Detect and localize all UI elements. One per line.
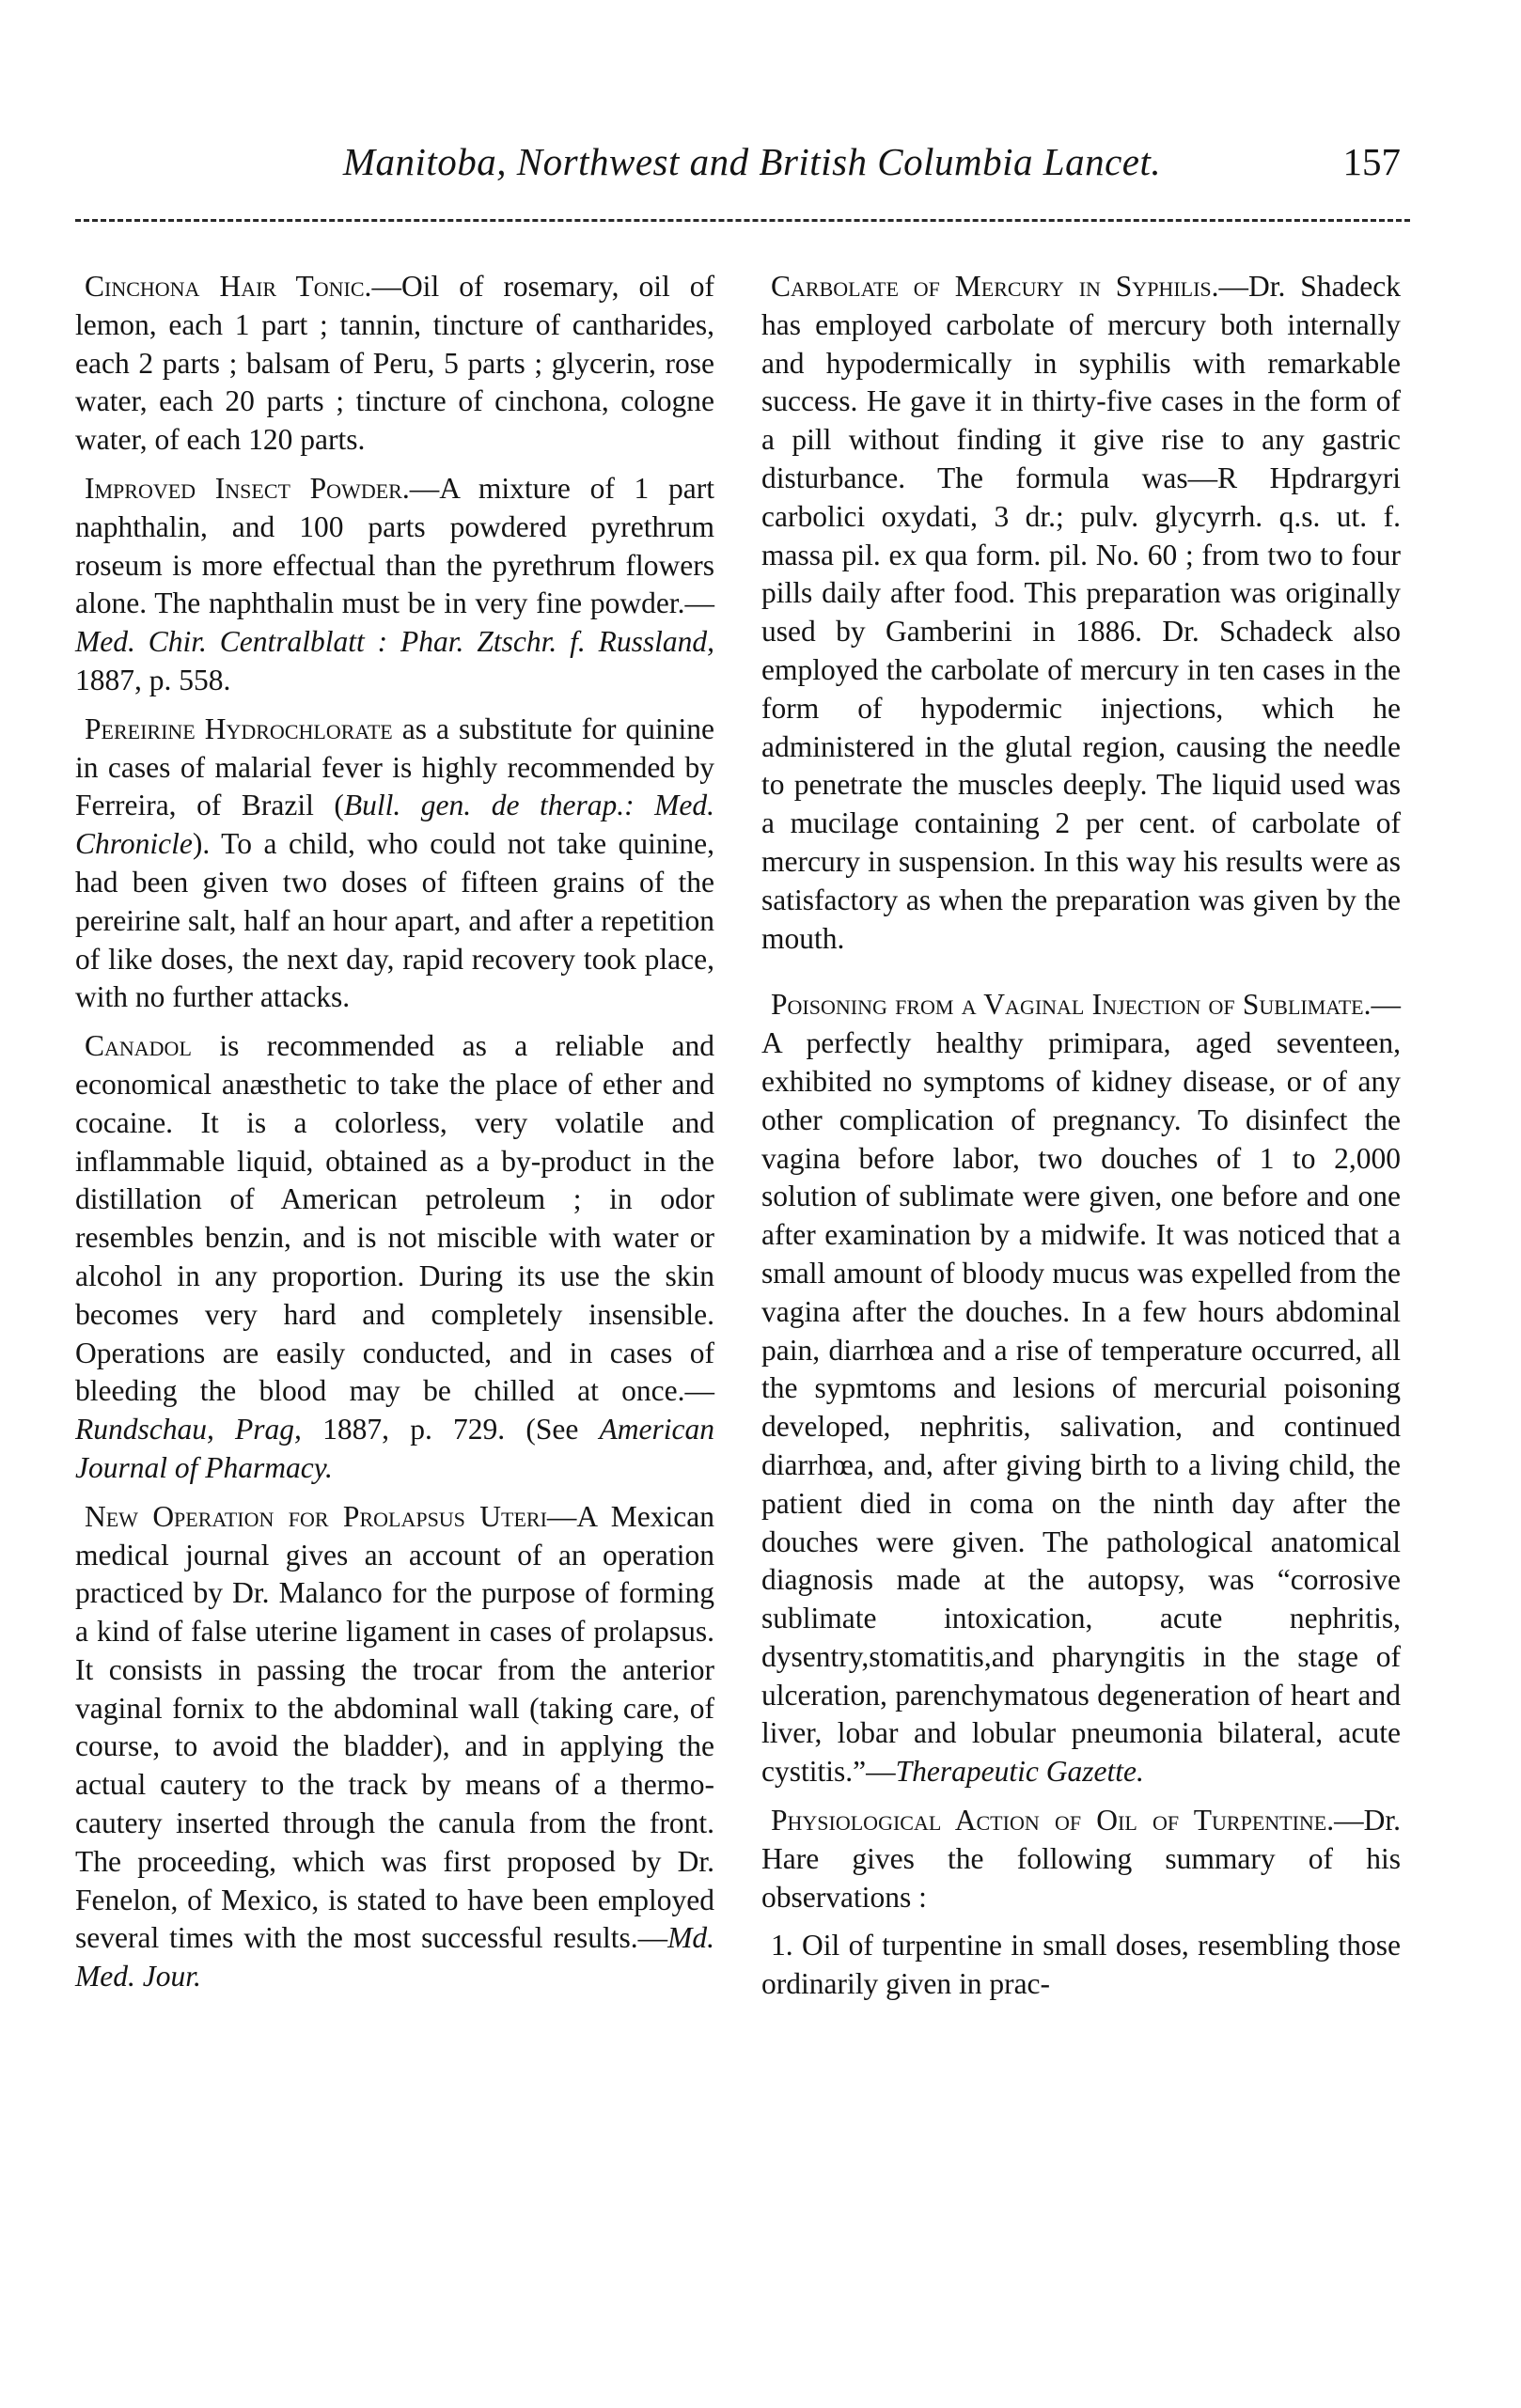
article-pereirine-hydrochlorate xyxy=(75,711,714,1017)
article-improved-insect-powder xyxy=(75,470,714,700)
article-head: Physiological Action of Oil of Turpentine. xyxy=(771,1804,1335,1837)
article-text: — A perfectly healthy primipara, aged seventeen, exhibited no symptoms of kidney disease, or of any other complication of pregnancy. To disinfect the vagina before labor, two douches of 1 to 2,000 solution of sublimate were given, one before and one after examination by a midwife. It was noticed that a small amount of bloody mucus was expelled from the vagina after the douches. In a few hours abdominal pain, diarrhœa and a rise of temperature occurred, all the sypmtoms and lesions of mercurial poisoning developed, nephritis, salivation, and continued diarrhœa, and, after giving birth to a living child, the patient died in coma on the ninth day after the douches were given. The pathological anatomical diagnosis made at the autopsy, was “corrosive sublimate intoxication, acute nephritis, dysentry,stomatitis,and pharyngitis in the stage of ulceration, parenchymatous degeneration of heart and liver, lobar and lobular pneumonia bilateral, acute cystitis.”— xyxy=(761,988,1401,1789)
article-turpentine-point-1 xyxy=(761,1927,1401,2004)
page-number: 157 xyxy=(1342,140,1401,183)
article-head: Cinchona Hair Tonic. xyxy=(85,270,372,303)
article-text: —Dr. Hare gives the following summary of his observations : xyxy=(761,1804,1401,1914)
article-citation: American Journal of Pharmacy. xyxy=(75,1413,714,1484)
article-cinchona-hair-tonic xyxy=(75,268,714,460)
article-head: Carbolate of Mercury in Syphilis. xyxy=(771,270,1219,303)
article-head: Poisoning from a Vaginal Injection of Sublimate. xyxy=(771,988,1372,1022)
article-canadol xyxy=(75,1027,714,1488)
article-text: ). To a child, who could not take quinine, had been given two doses of fifteen grains of the pereirine salt, half an hour apart, and after a repetition of like doses, the next day, rapid recovery took place, with no further attacks. xyxy=(75,827,714,1014)
article-text: —Oil of rosemary, oil of lemon, each 1 part ; tannin, tincture of cantharides, each 2 parts ; balsam of Peru, 5 parts ; glycerin, rose water, each 20 parts ; tincture of cinchona, cologne water, of each 120 parts. xyxy=(75,270,714,457)
article-poisoning-sublimate xyxy=(761,986,1401,1791)
article-new-operation-prolapsus xyxy=(75,1498,714,1996)
article-text: is recommended as a reliable and economical anæsthetic to take the place of ether and cocaine. It is a colorless, very volatile and inflammable liquid, obtained as a by-product in the distillation of American petroleum ; in odor resembles benzin, and is not miscible with water or alcohol in any proportion. During its use the skin becomes very hard and completely insensible. Operations are easily conducted, and in cases of bleeding the blood may be chilled at once.— xyxy=(75,1029,714,1408)
article-text: 1. Oil of turpentine in small doses, resembling those ordinarily given in prac- xyxy=(761,1929,1401,2001)
article-citation: Therapeutic Gazette. xyxy=(895,1755,1144,1789)
left-column xyxy=(75,268,714,2007)
article-oil-of-turpentine xyxy=(761,1802,1401,1916)
article-text: —A Mexican medical journal gives an account of an operation practiced by Dr. Malanco for the purpose of forming a kind of false uterine ligament in cases of prolapsus. It consists in passing the trocar from the anterior vaginal fornix to the abdominal wall (taking care, of course, to avoid the bladder), and in applying the actual cautery to the track by means of a thermo-cautery inserted through the canula from the front. The proceeding, which was first proposed by Dr. Fenelon, of Mexico, is stated to have been employed several times with the most successful results.— xyxy=(75,1499,714,1955)
article-citation: Rundschau, Prag, xyxy=(75,1413,302,1446)
header-rule xyxy=(75,219,1410,222)
article-head: Improved Insect Powder. xyxy=(85,471,410,505)
article-text: as a substitute for quinine in cases of malarial fever is highly recommended by Ferreira, of Brazil ( xyxy=(75,711,714,822)
running-head: Manitoba, Northwest and British Columbia Lancet. xyxy=(342,140,1162,183)
article-citation: Bull. gen. de therap.: Med. Chronicle xyxy=(75,789,714,861)
article-carbolate-of-mercury xyxy=(761,268,1401,958)
article-text: 1887, p. 729. (See xyxy=(301,1413,600,1446)
page-header xyxy=(75,139,1429,195)
article-head: Canadol xyxy=(85,1029,192,1063)
right-column xyxy=(761,268,1401,2014)
article-text: —A mixture of 1 part naphthalin, and 100 parts powdered pyrethrum roseum is more effectual than the pyrethrum flowers alone. The naphthalin must be in very fine powder.— xyxy=(75,471,714,620)
article-head: Pereirine Hydrochlorate xyxy=(85,711,393,745)
article-citation: Med. Chir. Centralblatt : Phar. Ztschr. f. Russland, xyxy=(75,625,714,659)
article-head: New Operation for Prolapsus Uteri xyxy=(85,1499,547,1533)
article-citation: Md. Med. Jour. xyxy=(75,1921,714,1994)
article-text: —Dr. Shadeck has employed carbolate of mercury both internally and hypodermically in syphilis with remarkable success. He gave it in thirty-five cases in the form of a pill without finding it give rise to any gastric disturbance. The formula was—R Hpdrargyri carbolici oxydati, 3 dr.; pulv. glycyrrh. q.s. ut. f. massa pil. ex qua form. pil. No. 60 ; from two to four pills daily after food. This preparation was originally used by Gamberini in 1886. Dr. Schadeck also employed the carbolate of mercury in ten cases in the form of hypodermic injections, which he administered in the glutal region, causing the needle to penetrate the muscles deeply. The liquid used was a mucilage containing 2 per cent. of carbolate of mercury in suspension. In this way his results were as satisfactory as when the preparation was given by the mouth. xyxy=(761,270,1401,955)
article-text: 1887, p. 558. xyxy=(75,663,231,696)
